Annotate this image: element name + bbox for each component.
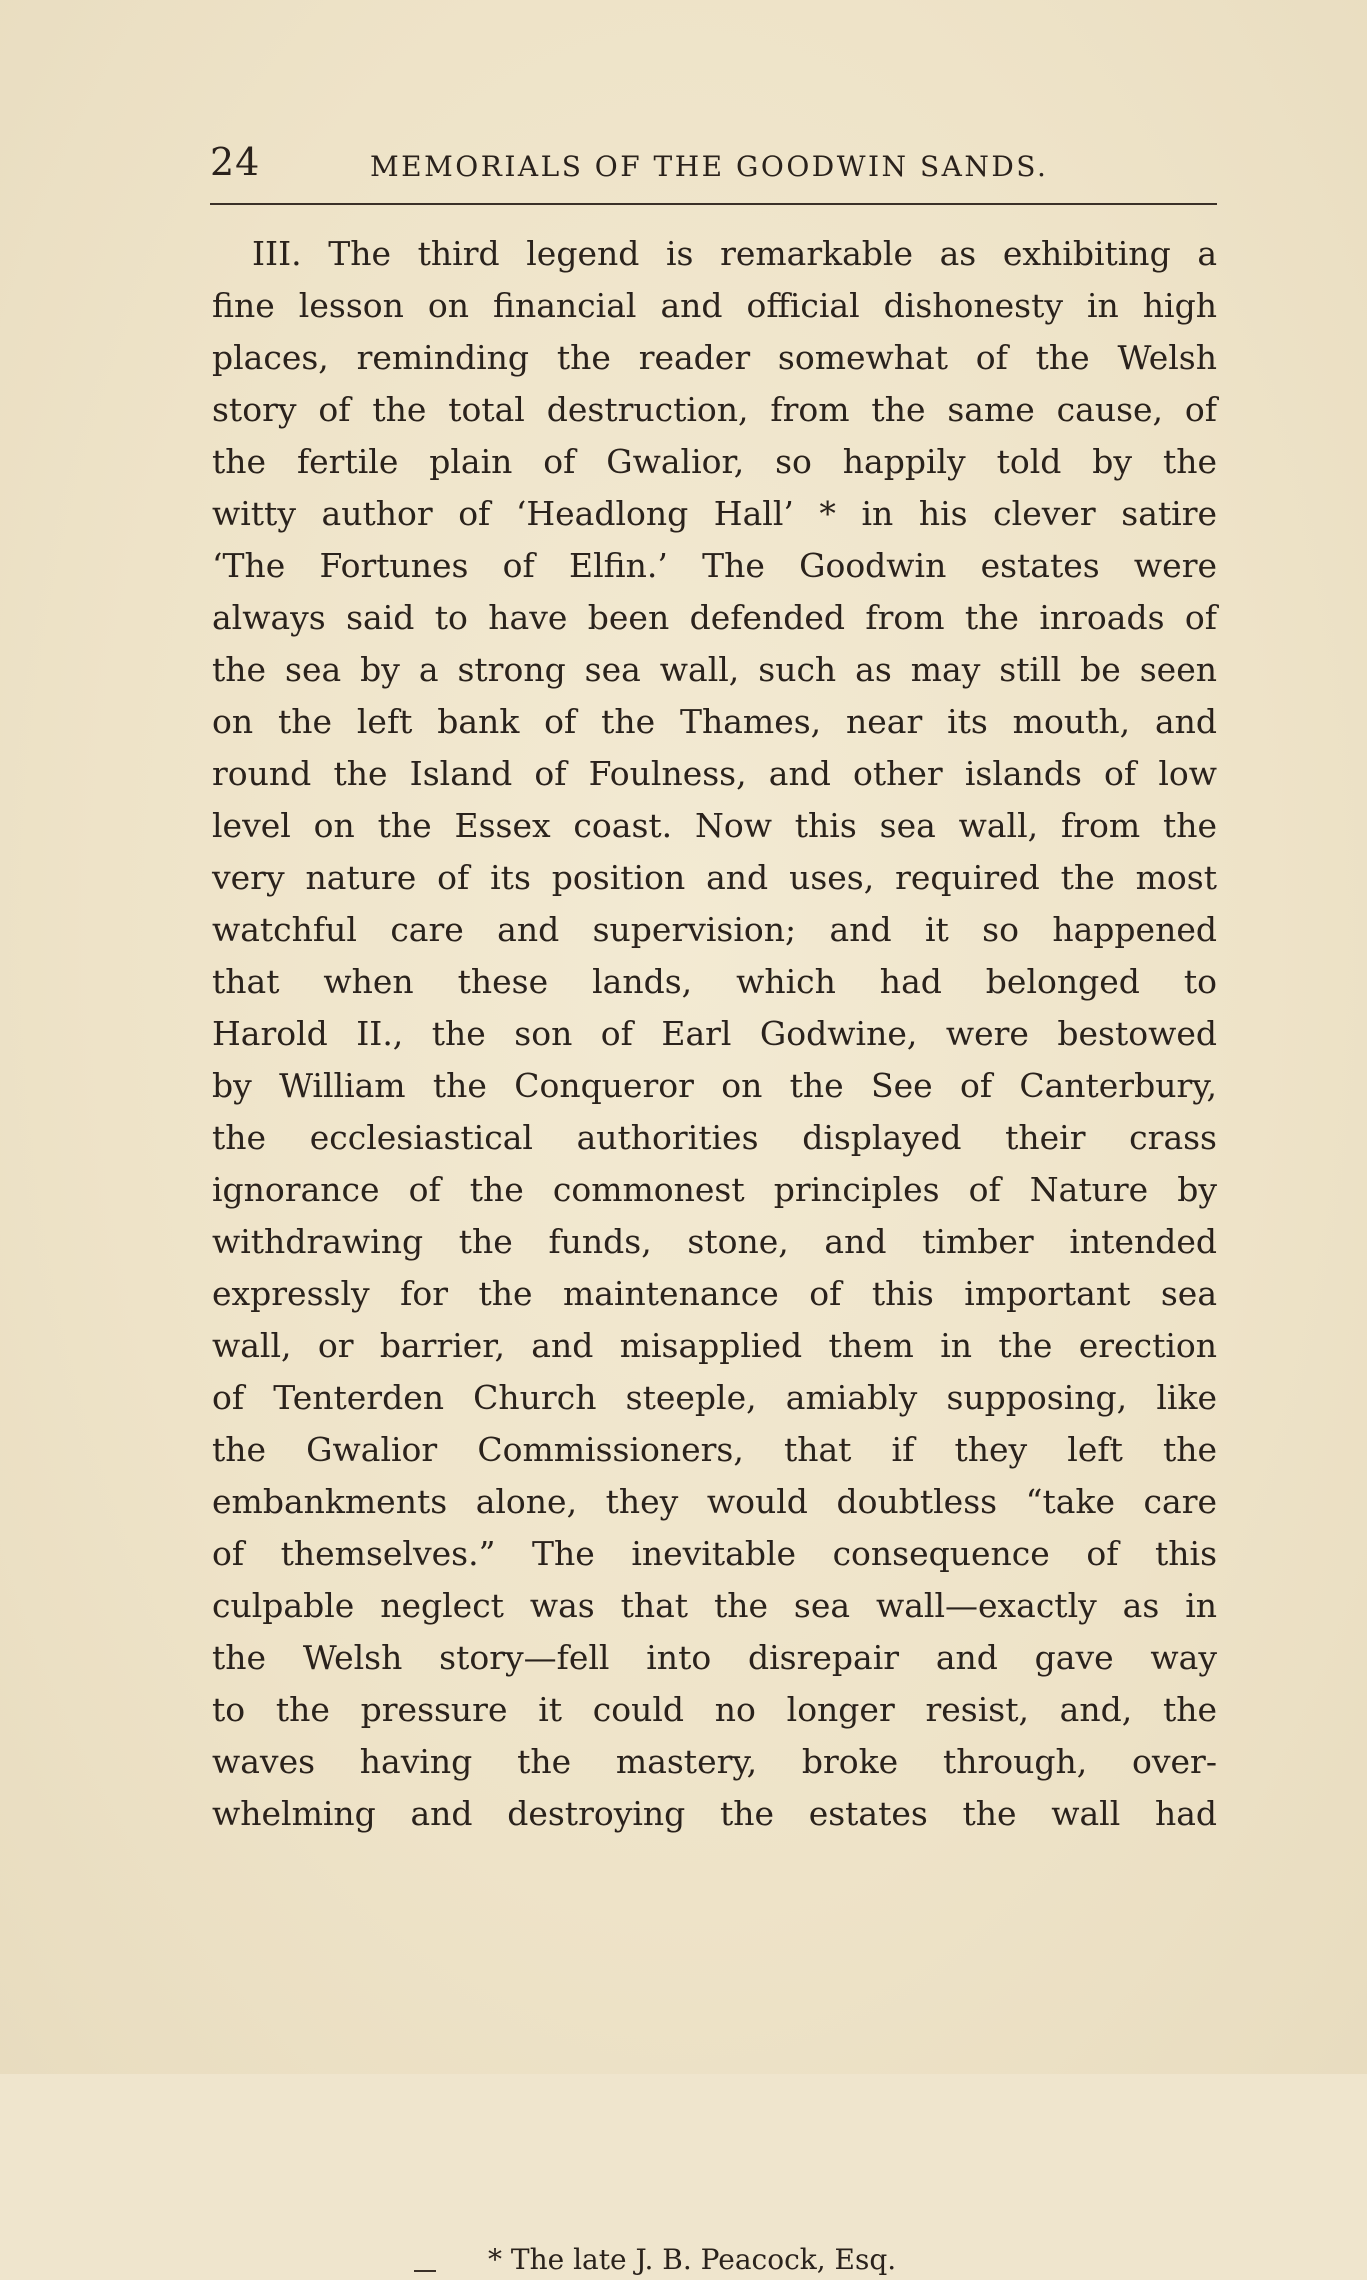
text-line: that when these lands, which had belonged to bbox=[212, 962, 1217, 1001]
text-line: waves having the mastery, broke through, over- bbox=[212, 1742, 1217, 1781]
text-line: wall, or barrier, and misapplied them in the erection bbox=[212, 1326, 1217, 1365]
text-line: culpable neglect was that the sea wall—exactly as in bbox=[212, 1586, 1217, 1625]
text-line: by William the Conqueror on the See of Canterbury, bbox=[212, 1066, 1217, 1105]
text-line: witty author of ‘Headlong Hall’ * in his clever satire bbox=[212, 494, 1217, 533]
text-line: the ecclesiastical authorities displayed their crass bbox=[212, 1118, 1217, 1157]
running-head bbox=[210, 140, 1215, 200]
text-line: watchful care and supervision; and it so happened bbox=[212, 910, 1217, 949]
text-line: III. The third legend is remarkable as exhibiting a bbox=[252, 234, 1217, 273]
page-number: 24 bbox=[210, 140, 261, 184]
footnote: * The late J. B. Peacock, Esq. bbox=[488, 2243, 897, 2276]
text-line: the Welsh story—fell into disrepair and gave way bbox=[212, 1638, 1217, 1677]
text-line: to the pressure it could no longer resist, and, the bbox=[212, 1690, 1217, 1729]
text-line: round the Island of Foulness, and other islands of low bbox=[212, 754, 1217, 793]
text-line: the Gwalior Commissioners, that if they left the bbox=[212, 1430, 1217, 1469]
text-line: places, reminding the reader somewhat of the Welsh bbox=[212, 338, 1217, 377]
text-line: ignorance of the commonest principles of Nature by bbox=[212, 1170, 1217, 1209]
text-line: on the left bank of the Thames, near its mouth, and bbox=[212, 702, 1217, 741]
text-line: of Tenterden Church steeple, amiably supposing, like bbox=[212, 1378, 1217, 1417]
body-paragraph bbox=[212, 228, 1217, 1840]
text-line: of themselves.” The inevitable consequence of this bbox=[212, 1534, 1217, 1573]
text-line: the fertile plain of Gwalior, so happily told by the bbox=[212, 442, 1217, 481]
text-line: level on the Essex coast. Now this sea wall, from the bbox=[212, 806, 1217, 845]
text-line: always said to have been defended from the inroads of bbox=[212, 598, 1217, 637]
text-line: withdrawing the funds, stone, and timber intended bbox=[212, 1222, 1217, 1261]
text-line: embankments alone, they would doubtless “take care bbox=[212, 1482, 1217, 1521]
text-line: fine lesson on financial and official dishonesty in high bbox=[212, 286, 1217, 325]
text-line: ‘The Fortunes of Elfin.’ The Goodwin estates were bbox=[212, 546, 1217, 585]
text-line: expressly for the maintenance of this important sea bbox=[212, 1274, 1217, 1313]
text-line: very nature of its position and uses, required the most bbox=[212, 858, 1217, 897]
text-line: Harold II., the son of Earl Godwine, were bestowed bbox=[212, 1014, 1217, 1053]
footnote-mark-rule bbox=[414, 2270, 436, 2272]
running-title: MEMORIALS OF THE GOODWIN SANDS. bbox=[370, 150, 1049, 183]
header-rule bbox=[210, 203, 1217, 205]
text-line: the sea by a strong sea wall, such as may still be seen bbox=[212, 650, 1217, 689]
text-line: story of the total destruction, from the same cause, of bbox=[212, 390, 1217, 429]
text-line: whelming and destroying the estates the wall had bbox=[212, 1794, 1217, 1833]
